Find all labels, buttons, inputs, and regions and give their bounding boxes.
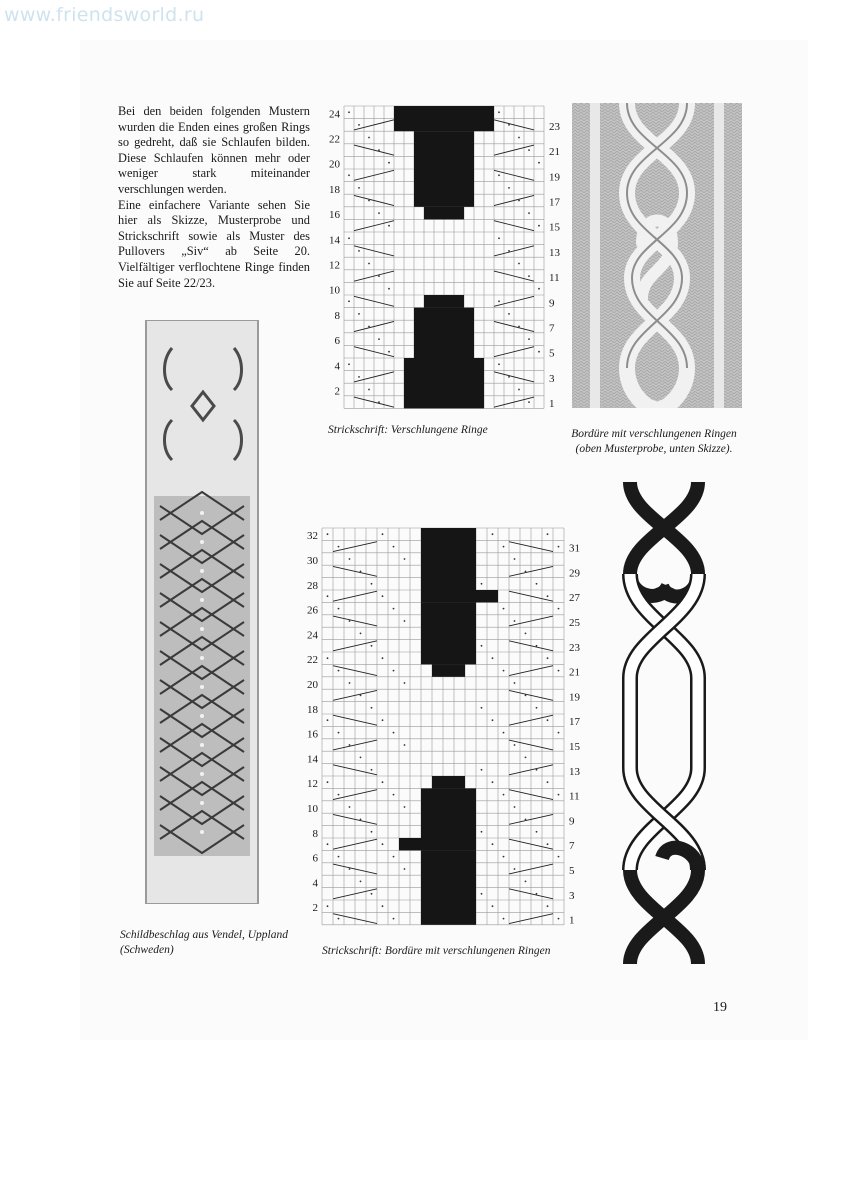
block: [421, 528, 476, 590]
braid-dot: [200, 772, 204, 776]
row-label-left: 2: [334, 385, 340, 398]
row-label-left: 24: [329, 108, 340, 121]
block: [421, 788, 476, 838]
row-label-right: 13: [569, 765, 580, 778]
intro-paragraph-1: Bei den beiden folgenden Mustern wurden die Enden eines großen Rings so gedreht, daß sie Schlaufen bilden. Diese Schlaufen können mehr oder weniger stark miteinander verschlungen werden.: [118, 104, 310, 196]
row-label-right: 7: [549, 322, 555, 335]
row-label-left: 4: [334, 360, 340, 373]
row-label-right: 3: [569, 889, 575, 902]
row-label-right: 27: [569, 592, 580, 605]
row-label-left: 8: [334, 309, 340, 322]
row-label-right: 11: [549, 272, 560, 285]
row-label-right: 29: [569, 567, 580, 580]
braid-dot: [200, 656, 204, 660]
row-label-left: 24: [307, 629, 318, 642]
row-label-left: 6: [312, 852, 318, 865]
row-label-left: 28: [307, 579, 318, 592]
knitted-sample-photo: [572, 103, 742, 408]
row-label-left: 22: [329, 133, 340, 146]
row-label-left: 26: [307, 604, 318, 617]
knitting-chart-border: [296, 526, 594, 942]
chart2-caption: Strickschrift: Bordüre mit verschlungenen Ringen: [322, 945, 551, 957]
row-label-left: 10: [307, 802, 318, 815]
block: [424, 295, 464, 308]
watermark: www.friendsworld.ru: [4, 4, 205, 26]
block: [421, 590, 498, 602]
braid-dot: [200, 743, 204, 747]
row-label-right: 19: [569, 691, 580, 704]
chart1-caption: Strickschrift: Verschlungene Ringe: [328, 424, 488, 436]
row-label-left: 12: [329, 259, 340, 272]
block: [424, 207, 464, 220]
intro-text: [118, 104, 310, 291]
block: [399, 838, 476, 850]
photo-caption-line-2: (oben Musterprobe, unten Skizze).: [575, 443, 733, 455]
photo-caption-line-1: Bordüre mit verschlungenen Ringen: [571, 428, 737, 440]
row-label-right: 23: [569, 641, 580, 654]
braid-dot: [200, 801, 204, 805]
block: [421, 850, 476, 924]
row-label-right: 3: [549, 372, 555, 385]
row-label-left: 14: [307, 753, 318, 766]
interlaced-rings-sketch: [620, 478, 712, 968]
chart1-svg: [320, 100, 570, 416]
row-label-left: 20: [307, 678, 318, 691]
row-label-right: 31: [569, 542, 580, 555]
row-label-right: 7: [569, 840, 575, 853]
row-label-left: 18: [329, 183, 340, 196]
row-label-right: 5: [549, 347, 555, 360]
shield-caption-line-1: Schildbeschlag aus Vendel, Uppland: [120, 929, 289, 941]
row-label-right: 21: [569, 666, 580, 679]
row-label-left: 30: [307, 554, 318, 567]
braid-dot: [200, 685, 204, 689]
braid-dot: [200, 830, 204, 834]
row-label-right: 17: [549, 196, 560, 209]
knitting-chart-rings: [320, 100, 570, 416]
braid-dot: [200, 598, 204, 602]
row-label-left: 18: [307, 703, 318, 716]
row-label-left: 6: [334, 335, 340, 348]
row-label-right: 15: [569, 740, 580, 753]
row-label-right: 5: [569, 864, 575, 877]
block: [432, 776, 465, 788]
row-label-left: 4: [312, 877, 318, 890]
block: [414, 308, 474, 358]
intro-paragraph-2: Eine einfachere Variante sehen Sie hier als Skizze, Musterprobe und Strickschrift sowie als Muster des Pullovers „Siv“ ab Seite 20. Vielfältiger verflochtene Ringe finden Sie auf Seite 22/23.: [118, 197, 310, 290]
braid-dot: [200, 511, 204, 515]
row-label-right: 13: [549, 246, 560, 259]
row-label-left: 22: [307, 654, 318, 667]
photo-caption: [556, 427, 752, 457]
row-label-right: 19: [549, 171, 560, 184]
row-label-right: 9: [549, 297, 555, 310]
row-label-left: 14: [329, 234, 340, 247]
block: [421, 602, 476, 664]
row-label-left: 20: [329, 158, 340, 171]
row-label-left: 16: [329, 209, 340, 222]
row-label-left: 12: [307, 778, 318, 791]
row-label-left: 8: [312, 827, 318, 840]
row-label-right: 21: [549, 146, 560, 159]
shield-caption-line-2: (Schweden): [120, 944, 174, 956]
row-label-left: 10: [329, 284, 340, 297]
shield-fitting-drawing: [142, 320, 262, 904]
row-label-right: 17: [569, 716, 580, 729]
braid-dot: [200, 569, 204, 573]
row-label-right: 25: [569, 616, 580, 629]
row-label-left: 2: [312, 902, 318, 915]
row-label-left: 16: [307, 728, 318, 741]
row-label-right: 15: [549, 221, 560, 234]
row-label-right: 1: [569, 914, 575, 927]
block: [432, 664, 465, 676]
block: [394, 106, 494, 131]
block: [404, 358, 484, 408]
shield-caption: [120, 928, 320, 958]
row-label-right: 1: [549, 398, 555, 411]
braid-dot: [200, 627, 204, 631]
chart2-svg: [296, 526, 594, 942]
row-label-right: 23: [549, 120, 560, 133]
page-number: 19: [713, 1000, 727, 1015]
row-label-right: 9: [569, 815, 575, 828]
braid-dot: [200, 540, 204, 544]
row-label-left: 32: [307, 530, 318, 543]
row-label-right: 11: [569, 790, 580, 803]
braid-dot: [200, 714, 204, 718]
block: [414, 131, 474, 207]
